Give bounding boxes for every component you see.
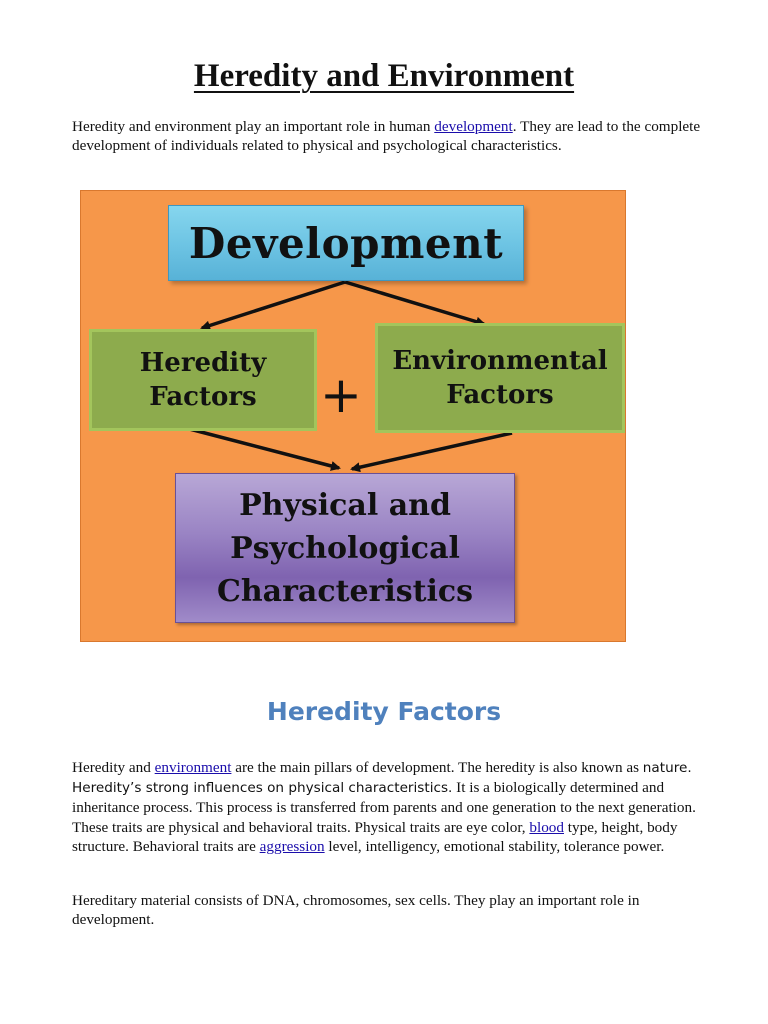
heredity-box-line-2: Factors [149, 382, 257, 412]
development-box [168, 205, 524, 281]
development-link[interactable]: development [434, 118, 513, 135]
aggression-link[interactable]: aggression [259, 837, 325, 855]
environmental-box-line-2: Factors [446, 380, 554, 410]
heredity-text-2: are the main pillars of development. The heredity is also known as [231, 759, 643, 776]
heredity-text-6: level, intelligency, emotional stability, tolerance power. [324, 837, 665, 855]
arrow-to-heredity [202, 282, 345, 328]
section-heading: Heredity Factors [266, 697, 502, 726]
heredity-text-5: type, height, body structure. Behavioral traits are [72, 818, 678, 855]
plus-operator: + [320, 366, 362, 424]
heredity-paragraph [72, 758, 702, 856]
intro-paragraph [72, 117, 702, 155]
intro-text-1: Heredity and environment play an important role in human [72, 118, 435, 135]
heredity-text-3: nature. Heredity’s strong influences on physical characteristics. [72, 760, 692, 797]
development-box-label: Development [188, 218, 504, 268]
heredity-text-1: Heredity and [72, 759, 155, 776]
page-title: Heredity and Environment [193, 58, 575, 94]
heredity-text-4: It is a biologically determined and inheritance process. This process is transferred from parents and one generation to the next generation. These traits are physical and behavioral traits. Physical traits are eye color, [72, 779, 696, 836]
hereditary-material-paragraph: Hereditary material consists of DNA, chromosomes, sex cells. They play an important role in development. [72, 892, 640, 929]
arrow-from-heredity [178, 426, 339, 468]
characteristics-box-line-1: Physical and [239, 487, 451, 523]
arrow-to-environmental [345, 282, 484, 324]
characteristics-box [175, 473, 515, 623]
development-diagram [80, 190, 626, 642]
blood-link[interactable]: blood [529, 818, 564, 836]
heredity-factors-box [89, 329, 317, 431]
characteristics-box-line-3: Characteristics [216, 573, 474, 609]
intro-text-2: . They are lead to the complete development of individuals related to physical and psychological characteristics. [72, 118, 701, 155]
environmental-factors-box [375, 323, 625, 433]
environment-link[interactable]: environment [154, 759, 232, 776]
characteristics-box-line-2: Psychological [230, 530, 460, 566]
environmental-box-line-1: Environmental [392, 346, 608, 376]
heredity-box-line-1: Heredity [139, 348, 267, 378]
arrow-from-environmental [352, 433, 512, 469]
